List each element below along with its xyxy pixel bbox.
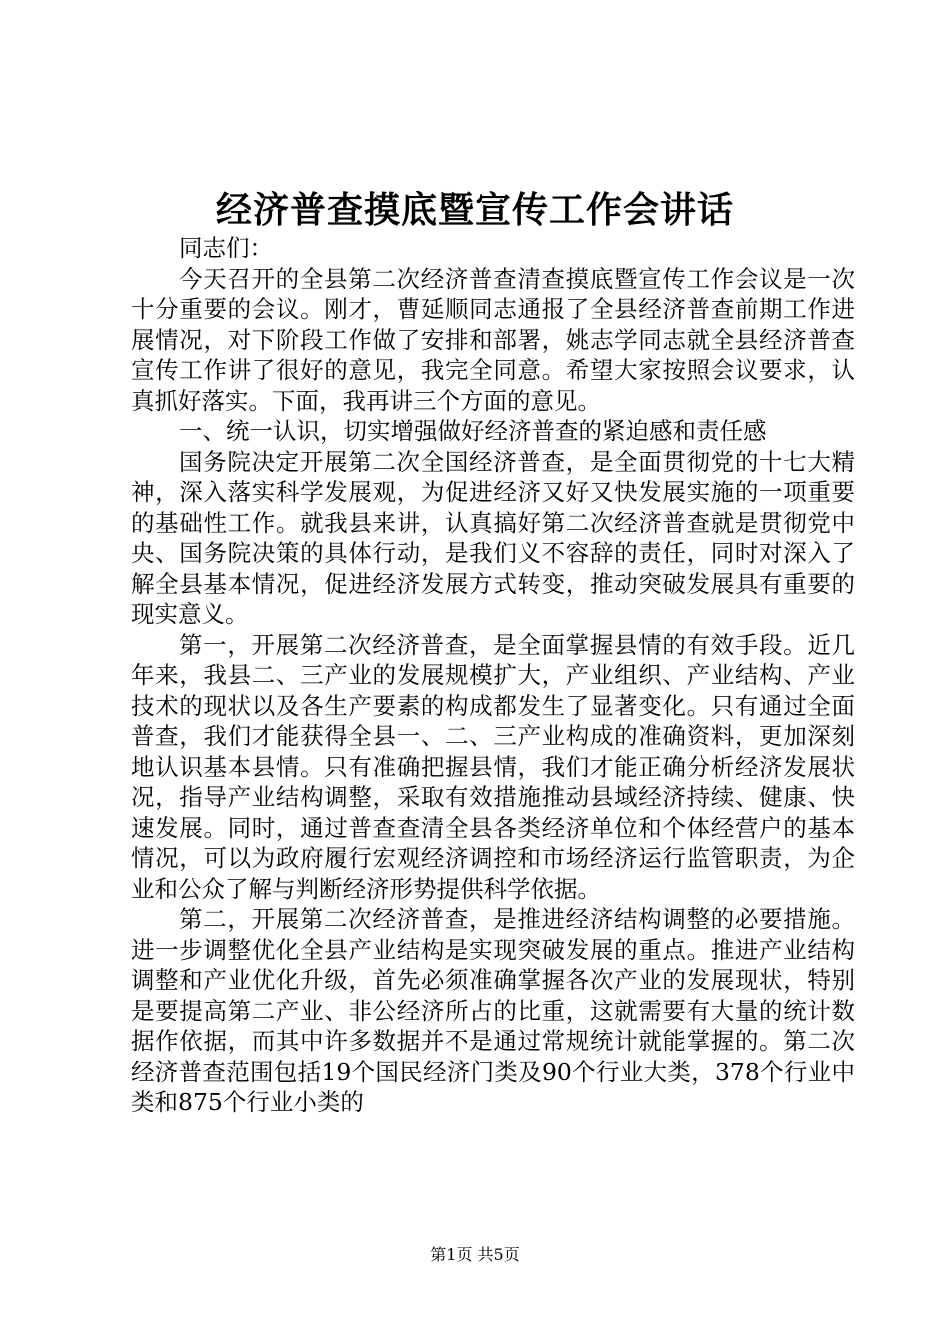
document-title: 经济普查摸底暨宣传工作会讲话 xyxy=(215,189,734,231)
salutation: 同志们： xyxy=(179,234,273,262)
document-body xyxy=(131,233,855,1118)
paragraph-first-point: 第一，开展第二次经济普查，是全面掌握县情的有效手段。近几年来，我县二、三产业的发展规模扩大，产业组织、产业结构、产业技术的现状以及各生产要素的构成都发生了显著变化。只有通过全面普查，我们才能获得全县一、二、三产业构成的准确资料，更加深刻地认识基本县情。只有准确把握县情，我们才能正确分析经济发展状况，指导产业结构调整，采取有效措施推动县域经济持续、健康、快速发展。同时，通过普查查清全县各类经济单位和个体经营户的基本情况，可以为政府履行宏观经济调控和市场经济运行监管职责，为企业和公众了解与判断经济形势提供科学依据。 xyxy=(131,630,855,903)
section-heading-1: 一、统一认识，切实增强做好经济普查的紧迫感和责任感 xyxy=(179,417,767,445)
paragraph-second-point: 第二，开展第二次经济普查，是推进经济结构调整的必要措施。进一步调整优化全县产业结构是实现突破发展的重点。推进产业结构调整和产业优化升级，首先必须准确掌握各次产业的发展现状，特别是要提高第二产业、非公经济所占的比重，这就需要有大量的统计数据作依据，而其中许多数据并不是通过常规统计就能掌握的。第二次经济普查范围包括19个国民经济门类及90个行业大类，378个行业中类和875个行业小类的 xyxy=(131,905,855,1116)
page-footer: 第1页 共5页 xyxy=(430,1245,520,1264)
paragraph-section-1: 国务院决定开展第二次全国经济普查，是全面贯彻党的十七大精神，深入落实科学发展观，为促进经济又好又快发展实施的一项重要的基础性工作。就我县来讲，认真搞好第二次经济普查就是贯彻党中央、国务院决策的具体行动，是我们义不容辞的责任，同时对深入了解全县基本情况，促进经济发展方式转变，推动突破发展具有重要的现实意义。 xyxy=(131,447,855,628)
paragraph-intro: 今天召开的全县第二次经济普查清查摸底暨宣传工作会议是一次十分重要的会议。刚才，曹延顺同志通报了全县经济普查前期工作进展情况，对下阶段工作做了安排和部署，姚志学同志就全县经济普查宣传工作讲了很好的意见，我完全同意。希望大家按照会议要求，认真抓好落实。下面，我再讲三个方面的意见。 xyxy=(131,264,855,415)
